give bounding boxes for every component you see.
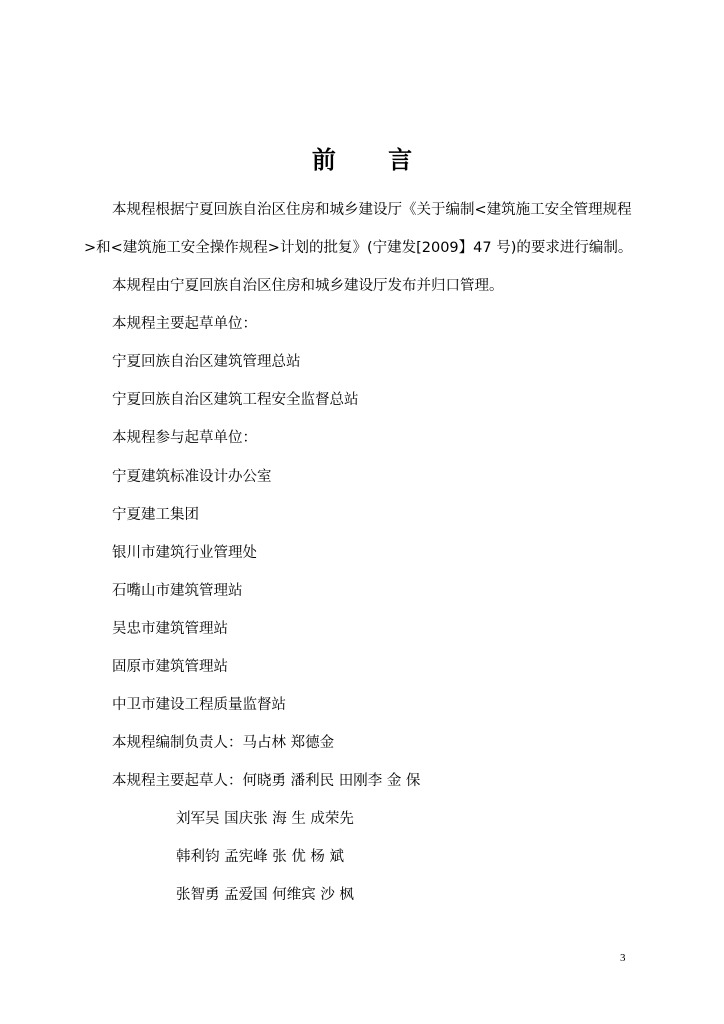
participant-unit: 银川市建筑行业管理处 [112, 545, 257, 561]
editors-line: 本规程编制负责人：马占林 郑德金 [112, 735, 335, 751]
main-drafter-unit: 宁夏回族自治区建筑管理总站 [112, 354, 301, 370]
participant-unit: 固原市建筑管理站 [112, 659, 228, 675]
main-drafters-heading: 本规程主要起草单位： [112, 316, 257, 332]
participant-unit: 宁夏建工集团 [112, 507, 199, 523]
participant-unit: 吴忠市建筑管理站 [112, 621, 228, 637]
authors-continued-line: 刘军吴 国庆张 海 生 成荣先 [176, 811, 354, 827]
page-number: 3 [620, 952, 626, 964]
participant-unit: 宁夏建筑标准设计办公室 [112, 469, 272, 485]
authors-line: 本规程主要起草人：何晓勇 潘利民 田刚李 金 保 [112, 773, 421, 789]
main-drafter-unit: 宁夏回族自治区建筑工程安全监督总站 [112, 392, 359, 408]
authors-continued-line: 张智勇 孟爱国 何维宾 沙 枫 [176, 887, 354, 903]
page-title: 前 言 [311, 146, 435, 174]
intro-paragraph-line-2: >和<建筑施工安全操作规程>计划的批复》(宁建发[2009】47 号)的要求进行编制。 [84, 240, 633, 256]
participant-unit: 中卫市建设工程质量监督站 [112, 697, 286, 713]
intro-paragraph-line-1: 本规程根据宁夏回族自治区住房和城乡建设厅《关于编制<建筑施工安全管理规程 [112, 202, 632, 218]
authors-continued-line: 韩利钧 孟宪峰 张 优 杨 斌 [176, 849, 345, 865]
management-statement: 本规程由宁夏回族自治区住房和城乡建设厅发布并归口管理。 [112, 278, 504, 294]
participant-unit: 石嘴山市建筑管理站 [112, 583, 243, 599]
participants-heading: 本规程参与起草单位： [112, 430, 257, 446]
